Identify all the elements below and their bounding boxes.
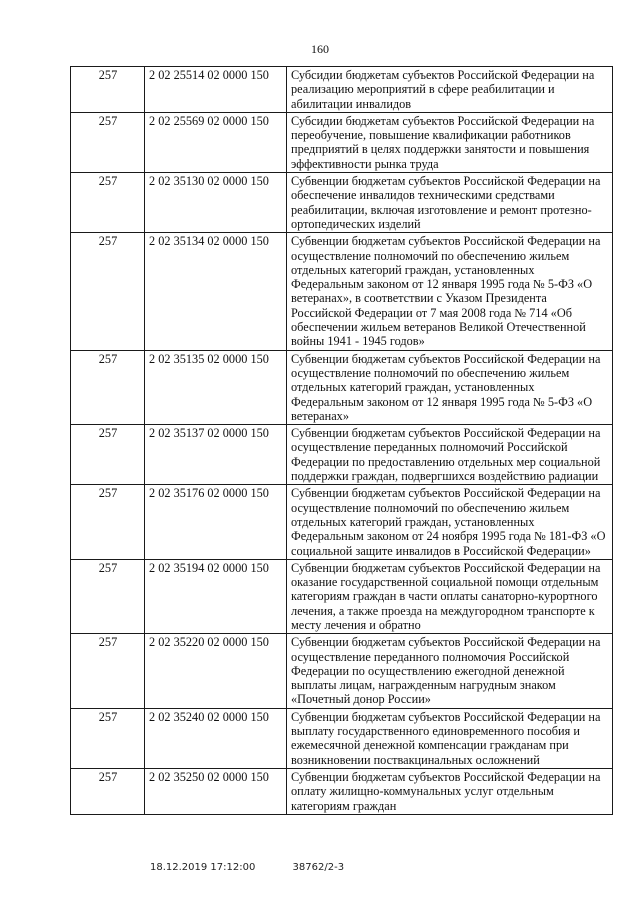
description-cell: Субвенции бюджетам субъектов Российской Федерации на осуществление полномочий по обеспечению жильем отдельных категорий граждан, установленных Федеральным законом от 12 января 1995 года № 5-ФЗ «О ветеранах», в соответствии с Указом Президента Российской Федерации от 7 мая 2008 года № 714 «Об обеспечении жильем ветеранов Великой Отечественной войны 1941 - 1945 годов» <box>287 233 613 350</box>
description-cell: Субвенции бюджетам субъектов Российской Федерации на осуществление полномочий по обеспечению жильем отдельных категорий граждан, установленных Федеральным законом от 24 ноября 1995 года № 181-ФЗ «О социальной защите инвалидов в Российской Федерации» <box>287 485 613 559</box>
table-row <box>71 233 613 350</box>
table-row <box>71 559 613 633</box>
description-cell: Субвенции бюджетам субъектов Российской Федерации на оплату жилищно-коммунальных услуг отдельным категориям граждан <box>287 768 613 814</box>
table-row <box>71 67 613 113</box>
revenue-code-cell: 2 02 35240 02 0000 150 <box>145 708 287 768</box>
admin-code-cell: 257 <box>71 67 145 113</box>
revenue-code-cell: 2 02 25514 02 0000 150 <box>145 67 287 113</box>
table-row <box>71 485 613 559</box>
table-body <box>71 67 613 815</box>
budget-classification-table <box>70 66 613 815</box>
page-number: 160 <box>311 42 329 56</box>
table-row <box>71 634 613 708</box>
table-row <box>71 173 613 233</box>
description-cell: Субвенции бюджетам субъектов Российской Федерации на оказание государственной социальной помощи отдельным категориям граждан в части оплаты санаторно-курортного лечения, а также проезда на междугородном транспорте к месту лечения и обратно <box>287 559 613 633</box>
revenue-code-cell: 2 02 35176 02 0000 150 <box>145 485 287 559</box>
description-cell: Субсидии бюджетам субъектов Российской Федерации на переобучение, повышение квалификации работников предприятий в целях поддержки занятости и повышения эффективности рынка труда <box>287 112 613 172</box>
revenue-code-cell: 2 02 35194 02 0000 150 <box>145 559 287 633</box>
revenue-code-cell: 2 02 35250 02 0000 150 <box>145 768 287 814</box>
admin-code-cell: 257 <box>71 350 145 424</box>
description-cell: Субвенции бюджетам субъектов Российской Федерации на обеспечение инвалидов техническими средствами реабилитации, включая изготовление и ремонт протезно-ортопедических изделий <box>287 173 613 233</box>
description-cell: Субвенции бюджетам субъектов Российской Федерации на выплату государственного единовременного пособия и ежемесячной денежной компенсации гражданам при возникновении поствакцинальных осложнений <box>287 708 613 768</box>
footer-reference: 38762/2-3 <box>292 862 345 873</box>
admin-code-cell: 257 <box>71 708 145 768</box>
footer-datetime: 18.12.2019 17:12:00 <box>150 862 256 873</box>
admin-code-cell: 257 <box>71 112 145 172</box>
admin-code-cell: 257 <box>71 634 145 708</box>
admin-code-cell: 257 <box>71 485 145 559</box>
document-footer <box>150 862 344 874</box>
table-row <box>71 112 613 172</box>
description-cell: Субсидии бюджетам субъектов Российской Федерации на реализацию мероприятий в сфере реабилитации и абилитации инвалидов <box>287 67 613 113</box>
revenue-code-cell: 2 02 35137 02 0000 150 <box>145 425 287 485</box>
description-cell: Субвенции бюджетам субъектов Российской Федерации на осуществление полномочий по обеспечению жильем отдельных категорий граждан, установленных Федеральным законом от 12 января 1995 года № 5-ФЗ «О ветеранах» <box>287 350 613 424</box>
table-row <box>71 768 613 814</box>
admin-code-cell: 257 <box>71 233 145 350</box>
description-cell: Субвенции бюджетам субъектов Российской Федерации на осуществление переданного полномочия Российской Федерации по осуществлению ежегодной денежной выплаты лицам, награжденным нагрудным знаком «Почетный донор России» <box>287 634 613 708</box>
admin-code-cell: 257 <box>71 768 145 814</box>
admin-code-cell: 257 <box>71 425 145 485</box>
admin-code-cell: 257 <box>71 559 145 633</box>
description-cell: Субвенции бюджетам субъектов Российской Федерации на осуществление переданных полномочий Российской Федерации по предоставлению отдельных мер социальной поддержки граждан, подвергшихся воздействию радиации <box>287 425 613 485</box>
revenue-code-cell: 2 02 25569 02 0000 150 <box>145 112 287 172</box>
table-row <box>71 350 613 424</box>
revenue-code-cell: 2 02 35134 02 0000 150 <box>145 233 287 350</box>
table-row <box>71 708 613 768</box>
revenue-code-cell: 2 02 35130 02 0000 150 <box>145 173 287 233</box>
admin-code-cell: 257 <box>71 173 145 233</box>
table-row <box>71 425 613 485</box>
revenue-code-cell: 2 02 35220 02 0000 150 <box>145 634 287 708</box>
revenue-code-cell: 2 02 35135 02 0000 150 <box>145 350 287 424</box>
